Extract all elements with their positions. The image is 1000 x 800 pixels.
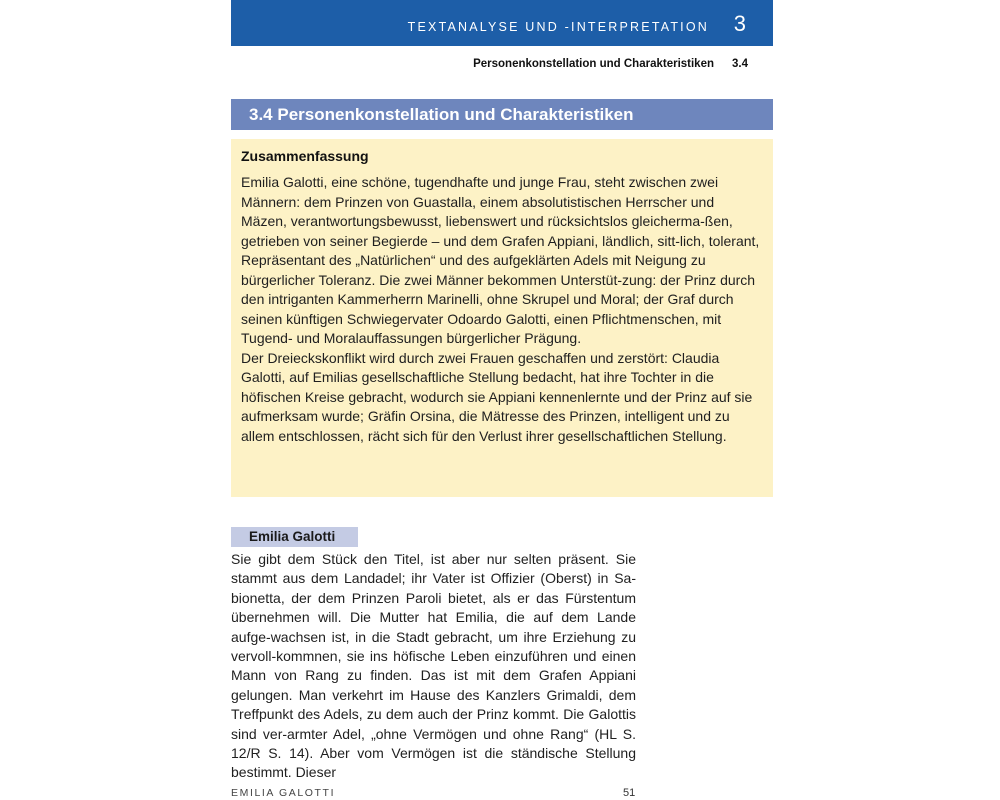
chapter-title: TEXTANALYSE UND -INTERPRETATION <box>407 20 709 34</box>
page-number: 51 <box>623 787 636 799</box>
subsection-heading: Emilia Galotti <box>249 529 336 544</box>
running-head-title: Personenkonstellation und Charakteristiken <box>473 58 714 70</box>
running-head <box>231 58 748 70</box>
section-heading: 3.4 Personenkonstellation und Charakteristiken <box>249 105 634 124</box>
body-text <box>231 550 636 783</box>
body-paragraph: Sie gibt dem Stück den Titel, ist aber nur selten präsent. Sie stammt aus dem Landadel; ihr Vater ist Offizier (Oberst) in Sa-bionetta, der dem Prinzen Paroli bietet, als er das Fürstentum übernehmen will. Die Mutter hat Emilia, die auf dem Lande aufge-wachsen ist, in die Stadt gebracht, um ihre Erziehung zu vervoll-kommnen, sie ins höfische Leben einzuführen und einen Mann von Rang zu finden. Das ist mit dem Grafen Appiani gelungen. Man verkehrt im Hause des Kanzlers Grimaldi, dem Treffpunkt des Adels, zu dem auch der Prinz kommt. Die Galottis sind ver-armter Adel, „ohne Vermögen und ohne Rang“ (HL S. 12/R S. 14). Aber vom Vermögen ist die ständische Stellung bestimmt. Dieser <box>231 551 636 781</box>
chapter-number: 3 <box>733 11 746 36</box>
footer-book-title: EMILIA GALOTTI <box>231 787 336 799</box>
summary-box <box>231 139 773 497</box>
running-head-number: 3.4 <box>732 58 748 70</box>
summary-paragraph: Der Dreieckskonflikt wird durch zwei Frauen geschaffen und zerstört: Claudia Galotti, auf Emilias gesellschaftliche Stellung bedacht, hat ihre Tochter in die höfischen Kreise gebracht, wodurch sie Appiani kennenlernte und der Prinz auf sie aufmerksam wurde; Gräfin Orsina, die Mätresse des Prinzen, intelligent und zu allem entschlossen, rächt sich für den Verlust ihrer gesellschaftlichen Stellung. <box>241 349 753 444</box>
section-heading-bar <box>231 99 773 130</box>
chapter-header-bar <box>231 0 773 46</box>
summary-text <box>241 173 761 446</box>
summary-paragraph: Emilia Galotti, eine schöne, tugendhafte und junge Frau, steht zwischen zwei Männern: dem Prinzen von Guastalla, einem absolutistischen Herrscher und Mäzen, verantwortungsbewusst, liebenswert und rücksichtslos gleicherma-ßen, getrieben von seiner Begierde – und dem Grafen Appiani, ländlich, sitt-lich, tolerant, Repräsentant des „Natürlichen“ und des aufgeklärten Adels mit Neigung zu bürgerlicher Toleranz. Die zwei Männer bekommen Unterstüt-zung: der Prinz durch den intriganten Kammerherrn Marinelli, ohne Skrupel und Moral; der Graf durch seinen künftigen Schwiegervater Odoardo Galotti, einen Pflichtmenschen, mit Tugend- und Moralauffassungen bürgerlicher Prägung. <box>241 174 760 346</box>
summary-heading: Zusammenfassung <box>241 148 369 164</box>
subsection-heading-bar <box>231 527 358 547</box>
